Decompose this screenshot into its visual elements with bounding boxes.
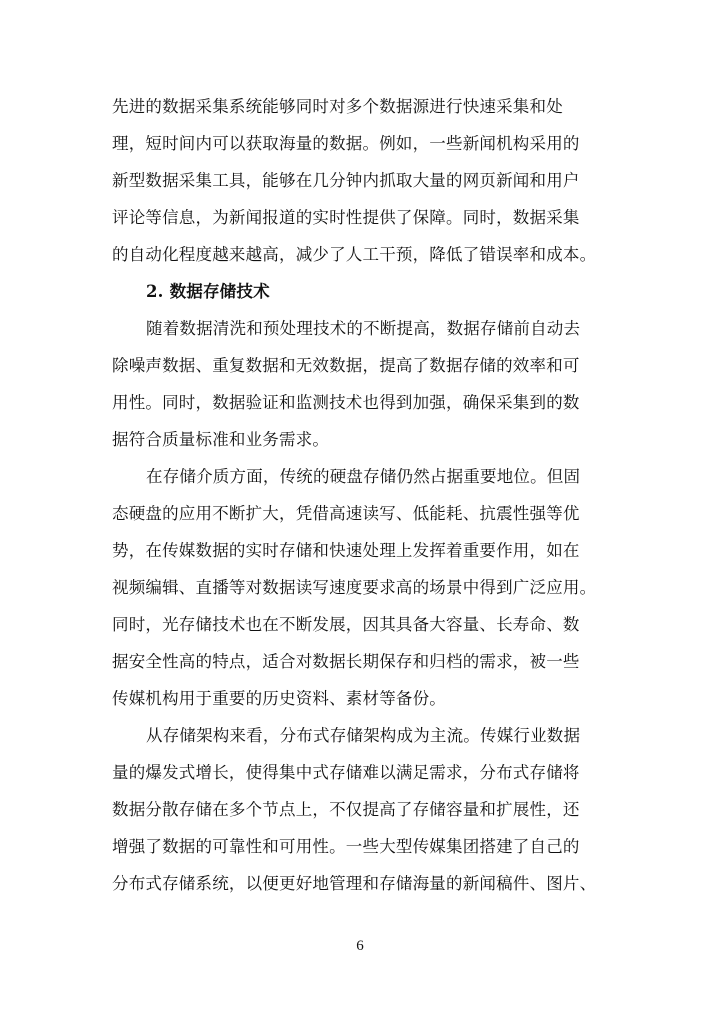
paragraph-3 <box>112 458 622 717</box>
section-heading: 2. 数据存储技术 <box>146 282 270 301</box>
text-line: 从存储架构来看，分布式存储架构成为主流。传媒行业数据 <box>146 726 581 745</box>
text-line: 用性。同时，数据验证和监测技术也得到加强，确保采集到的数 <box>112 393 580 412</box>
text-line: 势，在传媒数据的实时存储和快速处理上发挥着重要作用，如在 <box>112 541 580 560</box>
page-number: 6 <box>356 938 364 954</box>
text-line: 随着数据清洗和预处理技术的不断提高，数据存储前自动去 <box>146 319 581 338</box>
text-line: 态硬盘的应用不断扩大，凭借高速读写、低能耗、抗震性强等优 <box>112 504 580 523</box>
text-line: 量的爆发式增长，使得集中式存储难以满足需求，分布式存储将 <box>112 763 580 782</box>
text-line: 新型数据采集工具，能够在几分钟内抓取大量的网页新闻和用户 <box>112 171 580 190</box>
text-line: 评论等信息，为新闻报道的实时性提供了保障。同时，数据采集 <box>112 208 580 227</box>
text-line: 据符合质量标准和业务需求。 <box>112 430 330 449</box>
paragraph-1 <box>112 88 622 273</box>
paragraph-4 <box>112 717 622 902</box>
text-line: 在存储介质方面，传统的硬盘存储仍然占据重要地位。但固 <box>146 467 581 486</box>
text-line: 增强了数据的可靠性和可用性。一些大型传媒集团搭建了自己的 <box>112 837 580 856</box>
text-line: 先进的数据采集系统能够同时对多个数据源进行快速采集和处 <box>112 97 563 116</box>
paragraph-2 <box>112 310 622 458</box>
text-line: 理，短时间内可以获取海量的数据。例如，一些新闻机构采用的 <box>112 134 580 153</box>
text-line: 分布式存储系统，以便更好地管理和存储海量的新闻稿件、图片、 <box>112 874 597 893</box>
text-line: 视频编辑、直播等对数据读写速度要求高的场景中得到广泛应用。 <box>112 578 597 597</box>
body-text <box>112 88 622 902</box>
text-line: 据安全性高的特点，适合对数据长期保存和归档的需求，被一些 <box>112 652 580 671</box>
text-line: 除噪声数据、重复数据和无效数据，提高了数据存储的效率和可 <box>112 356 580 375</box>
text-line: 同时，光存储技术也在不断发展，因其具备大容量、长寿命、数 <box>112 615 580 634</box>
text-line: 的自动化程度越来越高，减少了人工干预，降低了错误率和成本。 <box>112 245 597 264</box>
text-line: 传媒机构用于重要的历史资料、素材等备份。 <box>112 689 446 708</box>
text-line: 数据分散存储在多个节点上，不仅提高了存储容量和扩展性，还 <box>112 800 580 819</box>
